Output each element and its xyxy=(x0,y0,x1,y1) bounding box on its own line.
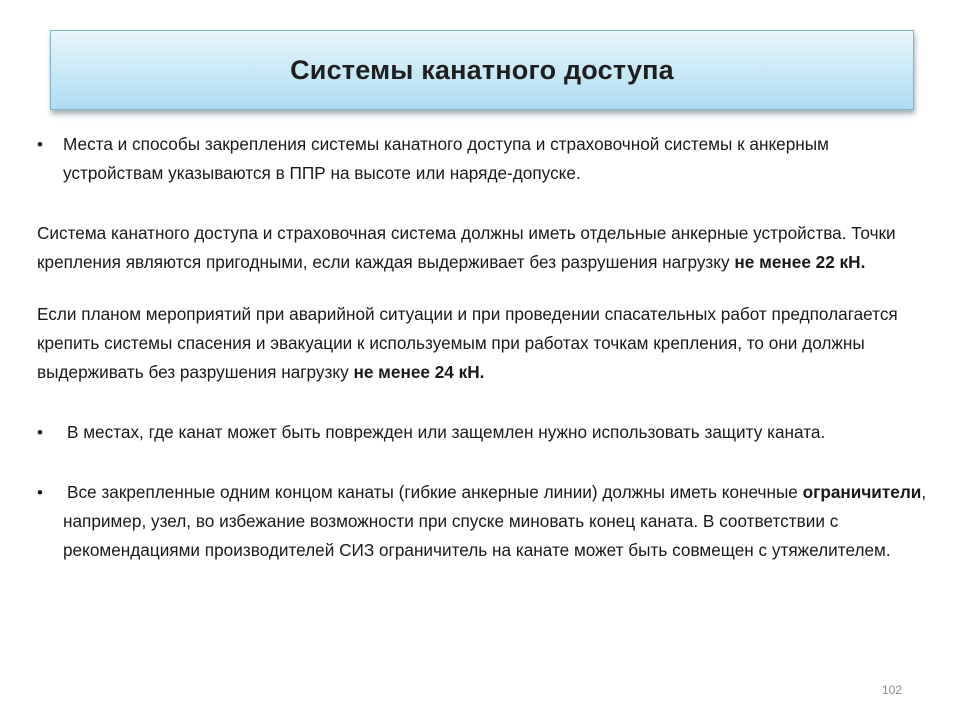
text-before: Все закрепленные одним концом канаты (гибкие анкерные линии) должны иметь конечные xyxy=(67,482,803,502)
bullet-icon: • xyxy=(37,423,43,442)
load-requirement-22kn: не менее 22 кН. xyxy=(734,252,866,272)
paragraph-text xyxy=(37,478,927,565)
bullet-icon: • xyxy=(37,483,43,502)
paragraph-separate-anchors xyxy=(37,219,927,277)
title-box xyxy=(50,30,914,110)
paragraph-anchor-locations xyxy=(37,130,927,188)
paragraph-rope-end-stoppers xyxy=(37,478,927,565)
slide-title: Системы канатного доступа xyxy=(290,54,674,85)
paragraph-text: В местах, где канат может быть поврежден или защемлен нужно использовать защиту каната. xyxy=(67,422,826,442)
paragraph-rescue-anchors xyxy=(37,300,927,387)
paragraph-text: Система канатного доступа и страховочная система должны иметь отдельные анкерные устройства. Точки крепления являются пригодными, если каждая выдерживает без разрушения нагрузку xyxy=(37,223,896,272)
paragraph-rope-protection xyxy=(37,418,927,447)
page-number: 102 xyxy=(881,683,902,697)
load-requirement-24kn: не менее 24 кН. xyxy=(353,362,485,382)
paragraph-text: Если планом мероприятий при аварийной ситуации и при проведении спасательных работ предполагается крепить системы спасения и эвакуации к используемым при работах точкам крепления, то они должны выдерживать без разрушения нагрузку xyxy=(37,304,898,382)
paragraph-text: Места и способы закрепления системы канатного доступа и страховочной системы к анкерным устройствам указываются в ППР на высоте или наряде-допуске. xyxy=(63,134,829,183)
bullet-icon: • xyxy=(37,135,43,154)
text-after: , например, узел, во избежание возможности при спуске миновать конец каната. В соответствии с рекомендациями производителей СИЗ ограничитель на канате может быть совмещен с утяжелителем. xyxy=(63,482,927,560)
stoppers-term: ограничители xyxy=(802,482,922,502)
slide-content xyxy=(37,130,927,565)
